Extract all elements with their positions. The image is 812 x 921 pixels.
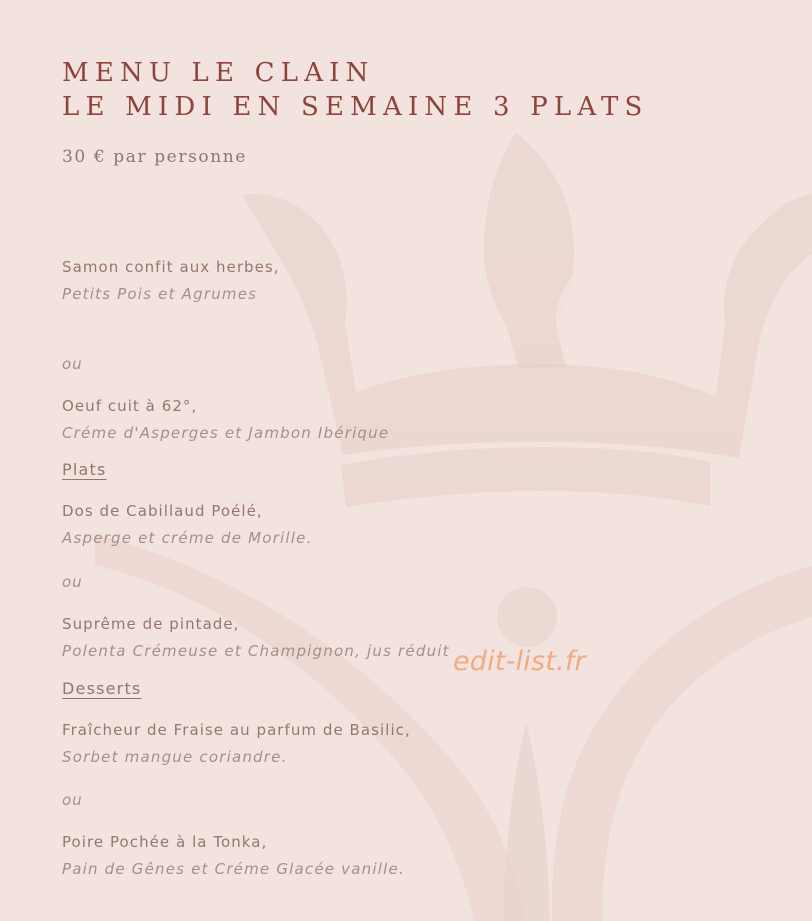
starter-item (62, 254, 782, 308)
menu-subtitle: LE MIDI EN SEMAINE 3 PLATS (62, 92, 649, 122)
dish-name: Dos de Cabillaud Poélé, (62, 502, 263, 520)
section-title-desserts: Desserts (62, 679, 142, 698)
dish-description: Asperge et créme de Morille. (62, 529, 313, 547)
dish-description: Sorbet mangue coriandre. (62, 748, 288, 766)
dish-description: Petits Pois et Agrumes (62, 285, 258, 303)
dish-name: Poire Pochée à la Tonka, (62, 833, 268, 851)
intro-spacer (62, 168, 782, 254)
starter-separator: ou (62, 355, 83, 373)
starter-item (62, 393, 782, 447)
watermark-text: edit-list.fr (453, 646, 586, 677)
section-title-plats: Plats (62, 460, 107, 479)
dish-name: Samon confit aux herbes, (62, 258, 280, 276)
menu-content (62, 56, 782, 883)
dessert-separator: ou (62, 791, 83, 809)
main-course-separator: ou (62, 573, 83, 591)
dish-name: Fraîcheur de Fraise au parfum de Basilic, (62, 721, 411, 739)
main-course-item (62, 611, 782, 665)
dish-description: Pain de Gênes et Créme Glacée vanille. (62, 860, 405, 878)
dish-description: Créme d'Asperges et Jambon Ibérique (62, 424, 390, 442)
menu-title: MENU LE CLAIN (62, 58, 375, 88)
dessert-item (62, 717, 782, 771)
price-text: 30 € par personne (62, 147, 247, 167)
dessert-item (62, 829, 782, 883)
dish-name: Oeuf cuit à 62°, (62, 397, 198, 415)
main-course-item (62, 498, 782, 552)
dish-name: Suprême de pintade, (62, 615, 240, 633)
dish-description: Polenta Crémeuse et Champignon, jus réduit (62, 642, 450, 660)
